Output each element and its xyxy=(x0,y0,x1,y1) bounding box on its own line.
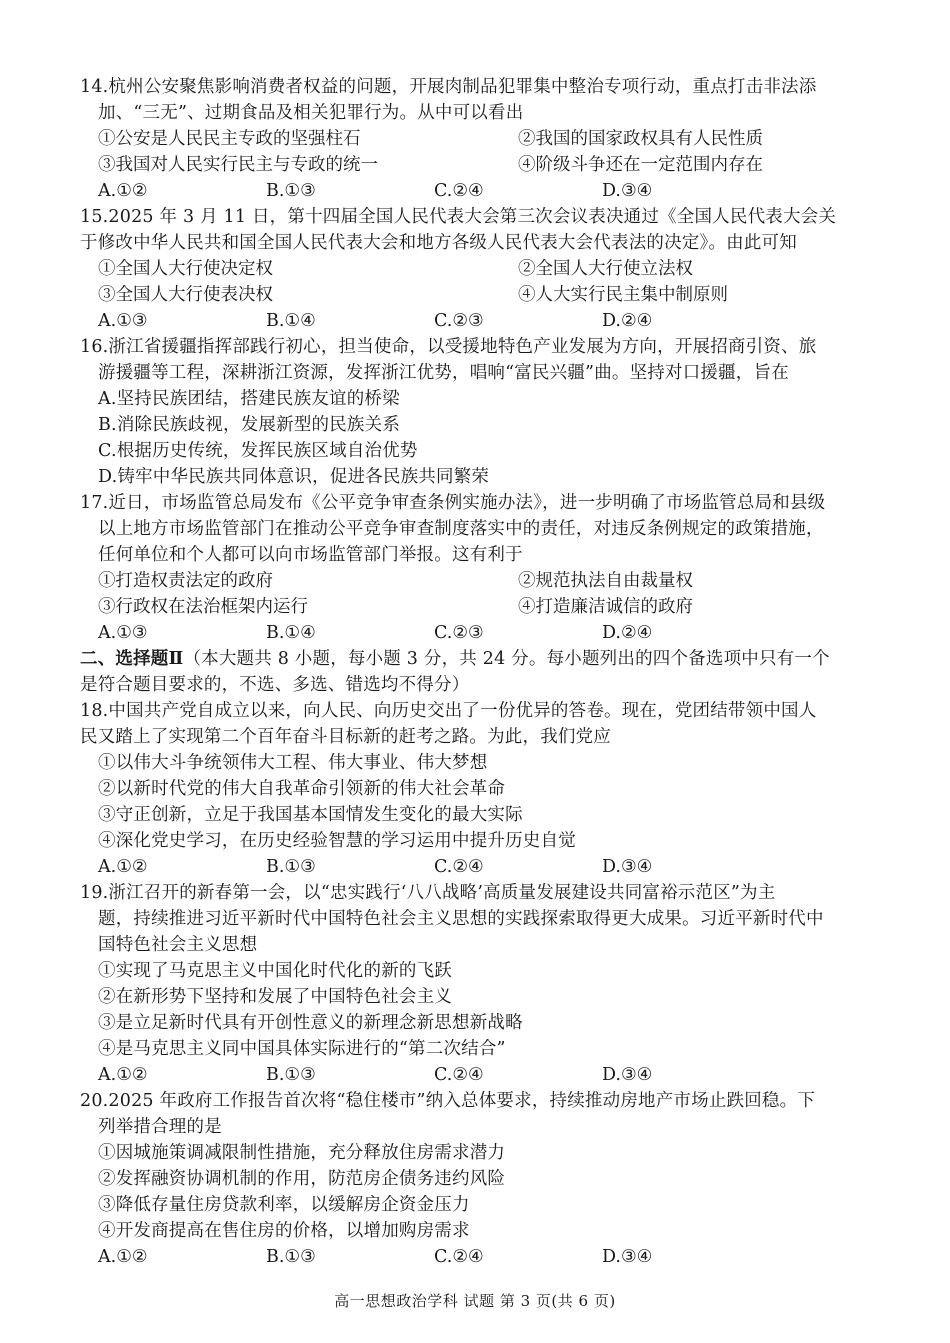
question-stem: 列举措合理的是 xyxy=(98,1117,222,1137)
statement: ④深化党史学习，在历史经验智慧的学习运用中提升历史自觉 xyxy=(98,831,576,851)
question-stem: 以上地方市场监管部门在推动公平竞争审查制度落实中的责任，对违反条例规定的政策措施， xyxy=(98,519,824,539)
choice-a: A.①② xyxy=(98,1065,148,1085)
choice-row xyxy=(80,308,880,334)
statement: ①以伟大斗争统领伟大工程、伟大事业、伟大梦想 xyxy=(98,753,488,773)
statement: ④阶级斗争还在一定范围内存在 xyxy=(518,155,763,175)
question-stem: 加、“三无”、过期食品及相关犯罪行为。从中可以看出 xyxy=(98,103,524,123)
statement: ②以新时代党的伟大自我革命引领新的伟大社会革命 xyxy=(98,779,506,799)
statement: ③全国人大行使表决权 xyxy=(98,285,273,305)
choice-row xyxy=(80,620,880,646)
option-a: A.坚持民族团结，搭建民族友谊的桥梁 xyxy=(98,389,400,409)
statement: ④开发商提高在售住房的价格，以增加购房需求 xyxy=(98,1221,470,1241)
statement-row xyxy=(80,282,880,308)
statement: ①因城施策调减限制性措施，充分释放住房需求潜力 xyxy=(98,1143,506,1163)
choice-row xyxy=(80,178,880,204)
statement-row xyxy=(80,126,880,152)
question-stem: 游援疆等工程，深耕浙江资源，发挥浙江优势，唱响“富民兴疆”曲。坚持对口援疆，旨在 xyxy=(98,363,789,383)
choice-row xyxy=(80,1062,880,1088)
question-15 xyxy=(80,204,880,334)
question-stem: 15.2025 年 3 月 11 日，第十四届全国人民代表大会第三次会议表决通过《全国人民代表大会关 xyxy=(80,207,837,227)
choice-row xyxy=(80,1244,880,1270)
statement: ②发挥融资协调机制的作用，防范房企债务违约风险 xyxy=(98,1169,506,1189)
question-stem: 20.2025 年政府工作报告首次将“稳住楼市”纳入总体要求，持续推动房地产市场止跌回稳。下 xyxy=(80,1091,816,1111)
statement: ④是马克思主义同中国具体实际进行的“第二次结合” xyxy=(98,1039,506,1059)
question-stem: 国特色社会主义思想 xyxy=(98,935,258,955)
option-c: C.根据历史传统，发挥民族区域自治优势 xyxy=(98,441,418,461)
choice-a: A.①③ xyxy=(98,311,148,331)
statement: ①全国人大行使决定权 xyxy=(98,259,273,279)
question-stem: 题，持续推进习近平新时代中国特色社会主义思想的实践探索取得更大成果。习近平新时代中 xyxy=(98,909,824,929)
option-b: B.消除民族歧视，发展新型的民族关系 xyxy=(98,415,401,435)
choice-c: C.②④ xyxy=(434,181,484,201)
question-stem: 民又踏上了实现第二个百年奋斗目标新的赶考之路。为此，我们党应 xyxy=(80,727,611,747)
choice-d: D.③④ xyxy=(602,857,653,877)
statement: ③行政权在法治框架内运行 xyxy=(98,597,308,617)
question-stem: 14.杭州公安聚焦影响消费者权益的问题，开展肉制品犯罪集中整治专项行动，重点打击非法添 xyxy=(80,77,817,97)
statement: ②全国人大行使立法权 xyxy=(518,259,693,279)
statement: ③我国对人民实行民主与专政的统一 xyxy=(98,155,378,175)
question-19 xyxy=(80,880,880,1088)
option-d: D.铸牢中华民族共同体意识，促进各民族共同繁荣 xyxy=(98,467,490,487)
choice-c: C.②④ xyxy=(434,1247,484,1267)
choice-d: D.③④ xyxy=(602,181,653,201)
choice-c: C.②④ xyxy=(434,857,484,877)
choice-a: A.①③ xyxy=(98,623,148,643)
choice-b: B.①③ xyxy=(266,1247,316,1267)
choice-d: D.②④ xyxy=(602,311,653,331)
statement-row xyxy=(80,256,880,282)
section-description: （本大题共 8 小题，每小题 3 分，共 24 分。每小题列出的四个备选项中只有一个 xyxy=(183,649,830,669)
statement: ④人大实行民主集中制原则 xyxy=(518,285,728,305)
choice-b: B.①③ xyxy=(266,1065,316,1085)
question-18 xyxy=(80,698,880,880)
section-heading xyxy=(80,646,880,698)
choice-row xyxy=(80,854,880,880)
section-title: 二、选择题Ⅱ xyxy=(80,649,184,669)
statement-row xyxy=(80,568,880,594)
choice-b: B.①④ xyxy=(266,623,316,643)
choice-d: D.②④ xyxy=(602,623,653,643)
question-stem: 18.中国共产党自成立以来，向人民、向历史交出了一份优异的答卷。现在，党团结带领中国人 xyxy=(80,701,817,721)
choice-a: A.①② xyxy=(98,1247,148,1267)
choice-a: A.①② xyxy=(98,857,148,877)
page-footer: 高一思想政治学科 试题 第 3 页(共 6 页) xyxy=(334,1292,616,1310)
statement: ②在新形势下坚持和发展了中国特色社会主义 xyxy=(98,987,452,1007)
choice-b: B.①④ xyxy=(266,311,316,331)
choice-b: B.①③ xyxy=(266,181,316,201)
choice-c: C.②③ xyxy=(434,623,484,643)
statement: ①打造权责法定的政府 xyxy=(98,571,273,591)
question-stem: 于修改中华人民共和国全国人民代表大会和地方各级人民代表大会代表法的决定》。由此可知 xyxy=(80,233,797,253)
choice-d: D.③④ xyxy=(602,1247,653,1267)
statement: ①公安是人民民主专政的坚强柱石 xyxy=(98,129,361,149)
section-title-line xyxy=(80,646,880,672)
statement: ②我国的国家政权具有人民性质 xyxy=(518,129,763,149)
choice-a: A.①② xyxy=(98,181,148,201)
question-20 xyxy=(80,1088,880,1270)
choice-c: C.②③ xyxy=(434,311,484,331)
statement: ①实现了马克思主义中国化时代化的新的飞跃 xyxy=(98,961,452,981)
question-stem: 17.近日，市场监管总局发布《公平竞争审查条例实施办法》，进一步明确了市场监管总局和县级 xyxy=(80,493,826,513)
statement: ③守正创新，立足于我国基本国情发生变化的最大实际 xyxy=(98,805,523,825)
exam-page xyxy=(80,74,880,1270)
statement-row xyxy=(80,594,880,620)
choice-b: B.①③ xyxy=(266,857,316,877)
statement-row xyxy=(80,152,880,178)
choice-d: D.③④ xyxy=(602,1065,653,1085)
question-stem: 19.浙江召开的新春第一会，以“忠实践行‘八八战略’高质量发展建设共同富裕示范区”为主 xyxy=(80,883,776,903)
question-14 xyxy=(80,74,880,204)
statement: ②规范执法自由裁量权 xyxy=(518,571,693,591)
statement: ④打造廉洁诚信的政府 xyxy=(518,597,693,617)
question-16 xyxy=(80,334,880,490)
question-stem: 16.浙江省援疆指挥部践行初心，担当使命，以受援地特色产业发展为方向，开展招商引资、旅 xyxy=(80,337,817,357)
question-17 xyxy=(80,490,880,646)
statement: ③降低存量住房贷款利率，以缓解房企资金压力 xyxy=(98,1195,470,1215)
section-description: 是符合题目要求的，不选、多选、错选均不得分） xyxy=(80,675,470,695)
choice-c: C.②④ xyxy=(434,1065,484,1085)
question-stem: 任何单位和个人都可以向市场监管部门举报。这有利于 xyxy=(98,545,523,565)
statement: ③是立足新时代具有开创性意义的新理念新思想新战略 xyxy=(98,1013,523,1033)
